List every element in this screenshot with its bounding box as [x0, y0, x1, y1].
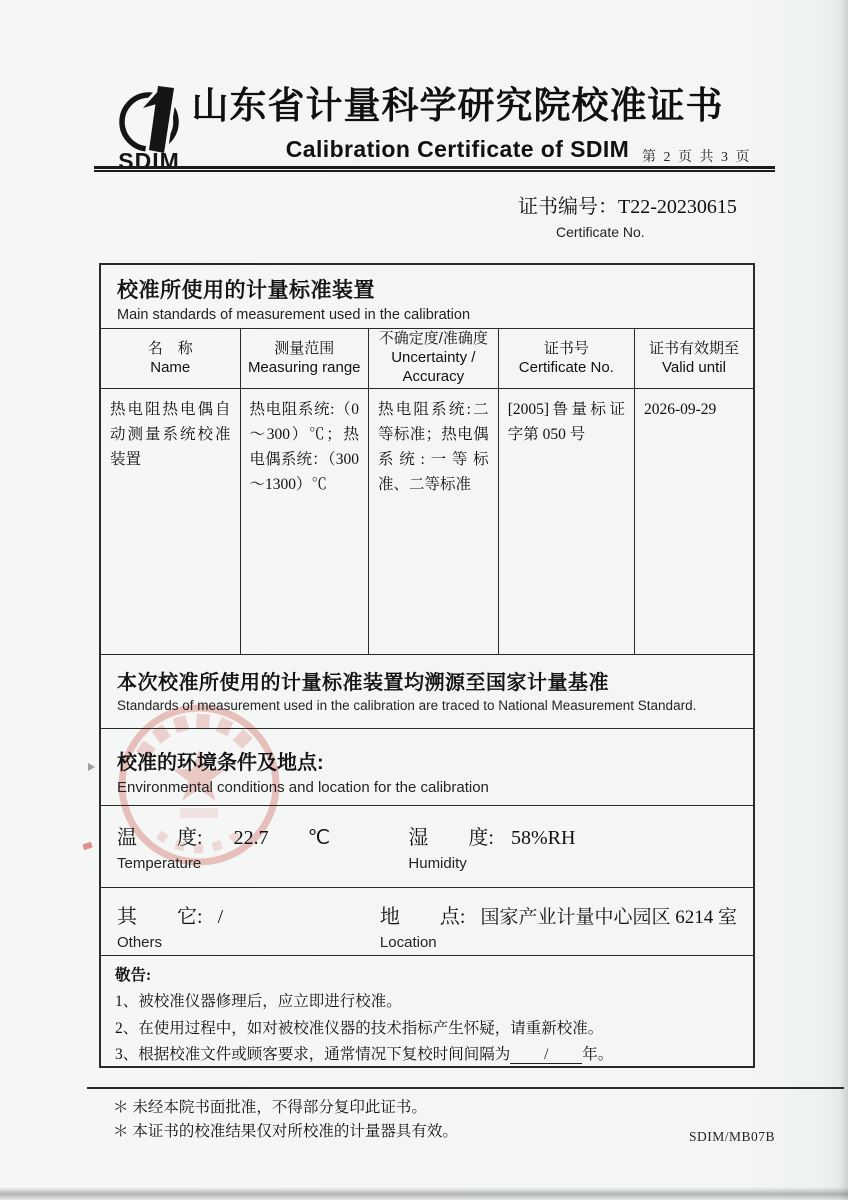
footer-note-2: ＊ 本证书的校准结果仅对所校准的计量器具有效。 [113, 1123, 458, 1141]
cell-standard-name: 热电阻热电偶自动测量系统校准装置 [101, 389, 241, 654]
column-header-uncertainty-en: Uncertainty / Accuracy [391, 349, 476, 385]
temperature-humidity-row [101, 806, 753, 888]
others-label-zh: 其 它: [117, 906, 203, 928]
others-block [117, 900, 380, 955]
standards-title-en: Main standards of measurement used in the calibration [117, 307, 471, 323]
margin-red-mark [82, 842, 92, 850]
others-location-row [101, 888, 753, 956]
humidity-label-en: Humidity [408, 855, 467, 872]
scan-edge-right [839, 0, 848, 1200]
notice-item-1: 1、被校准仪器修理后，应立即进行校准。 [115, 993, 402, 1011]
location-value: 国家产业计量中心园区 6214 室 [480, 907, 737, 928]
humidity-value: 58%RH [510, 827, 576, 849]
notice-item-3-suffix: 年。 [582, 1046, 614, 1064]
traceability-section [101, 655, 753, 729]
column-header-uncertainty [369, 329, 499, 388]
header-divider [94, 166, 775, 172]
environment-title-en: Environmental conditions and location for the calibration [117, 779, 489, 796]
notice-item-3-text: 3、根据校准文件或顾客要求，通常情况下复校时间间隔为 [115, 1046, 511, 1064]
standards-section-title [101, 265, 753, 329]
column-header-name [101, 329, 241, 388]
standards-title-zh: 校准所使用的计量标准装置 [117, 279, 375, 302]
environment-section-title [101, 729, 753, 806]
standards-table-row [101, 389, 753, 655]
scan-edge-bottom [0, 1187, 848, 1200]
cell-valid-until: 2026-09-29 [643, 401, 717, 418]
others-label-en: Others [117, 934, 163, 951]
certificate-title-en: Calibration Certificate of SDIM [285, 135, 630, 162]
column-header-validuntil-zh: 证书有效期至 [648, 339, 739, 357]
column-header-range-zh: 测量范围 [274, 339, 335, 357]
location-label-en: Location [379, 934, 437, 951]
cell-certificate-no: [2005]鲁量标证字第 050 号 [499, 389, 635, 654]
temperature-label-zh: 温 度: [117, 827, 203, 849]
margin-arrow-mark [88, 763, 95, 771]
column-header-validuntil-en: Valid until [661, 358, 726, 376]
certificate-number-value: T22-20230615 [618, 196, 737, 218]
notice-item-3-blank: / [510, 1047, 582, 1064]
temperature-label-en: Temperature [117, 855, 202, 872]
page-number: 第 2 页 共 3 页 [642, 150, 752, 165]
column-header-uncertainty-zh: 不确定度/准确度 [378, 330, 488, 348]
column-header-certno-en: Certificate No. [518, 358, 614, 376]
location-block [380, 900, 737, 955]
certificate-number-line [518, 190, 737, 219]
column-header-range [241, 329, 369, 388]
others-value: / [217, 906, 224, 928]
location-label-zh: 地 点: [379, 906, 466, 928]
column-header-range-en: Measuring range [247, 358, 361, 376]
certificate-number-label: 证书编号： [518, 196, 618, 218]
certificate-title-zh: 山东省计量科学研究院校准证书 [191, 86, 724, 127]
temperature-unit: ℃ [307, 827, 331, 849]
column-header-validuntil [635, 329, 753, 388]
traceability-zh: 本次校准所使用的计量标准装置均溯源至国家计量基准 [117, 672, 609, 694]
notice-title: 敬告: [115, 967, 152, 984]
footer-divider [87, 1087, 844, 1089]
column-header-name-en: Name [150, 358, 191, 376]
notice-section [101, 956, 753, 1066]
temperature-value: 22.7 [233, 827, 269, 849]
traceability-en: Standards of measurement used in the calibration are traced to National Measurement Standard. [117, 698, 697, 713]
notice-item-2: 2、在使用过程中，如对被校准仪器的技术指标产生怀疑，请重新校准。 [115, 1019, 604, 1037]
certificate-number-label-en: Certificate No. [556, 224, 645, 240]
column-header-name-zh: 名 称 [147, 339, 193, 357]
environment-title-zh: 校准的环境条件及地点: [117, 752, 324, 774]
certificate-body [99, 263, 755, 1068]
column-header-certno-zh: 证书号 [543, 339, 589, 357]
temperature-block [117, 821, 408, 887]
cell-measuring-range: 热电阻系统:（0～300）℃；热电偶系统：（300～1300）℃ [241, 389, 369, 654]
notice-item-3 [115, 1042, 739, 1068]
humidity-block [408, 821, 737, 887]
logo-text: SDIM [118, 148, 180, 172]
footer-note-1: ＊ 未经本院书面批准，不得部分复印此证书。 [113, 1099, 427, 1116]
humidity-label-zh: 湿 度: [408, 827, 494, 849]
cell-uncertainty: 热电阻系统:二等标准；热电偶系统:一等标准、二等标准 [369, 389, 499, 654]
form-code: SDIM/MB07B [689, 1129, 776, 1144]
standards-table-header [101, 329, 753, 389]
footer-notes [113, 1096, 458, 1144]
column-header-certno [499, 329, 635, 388]
